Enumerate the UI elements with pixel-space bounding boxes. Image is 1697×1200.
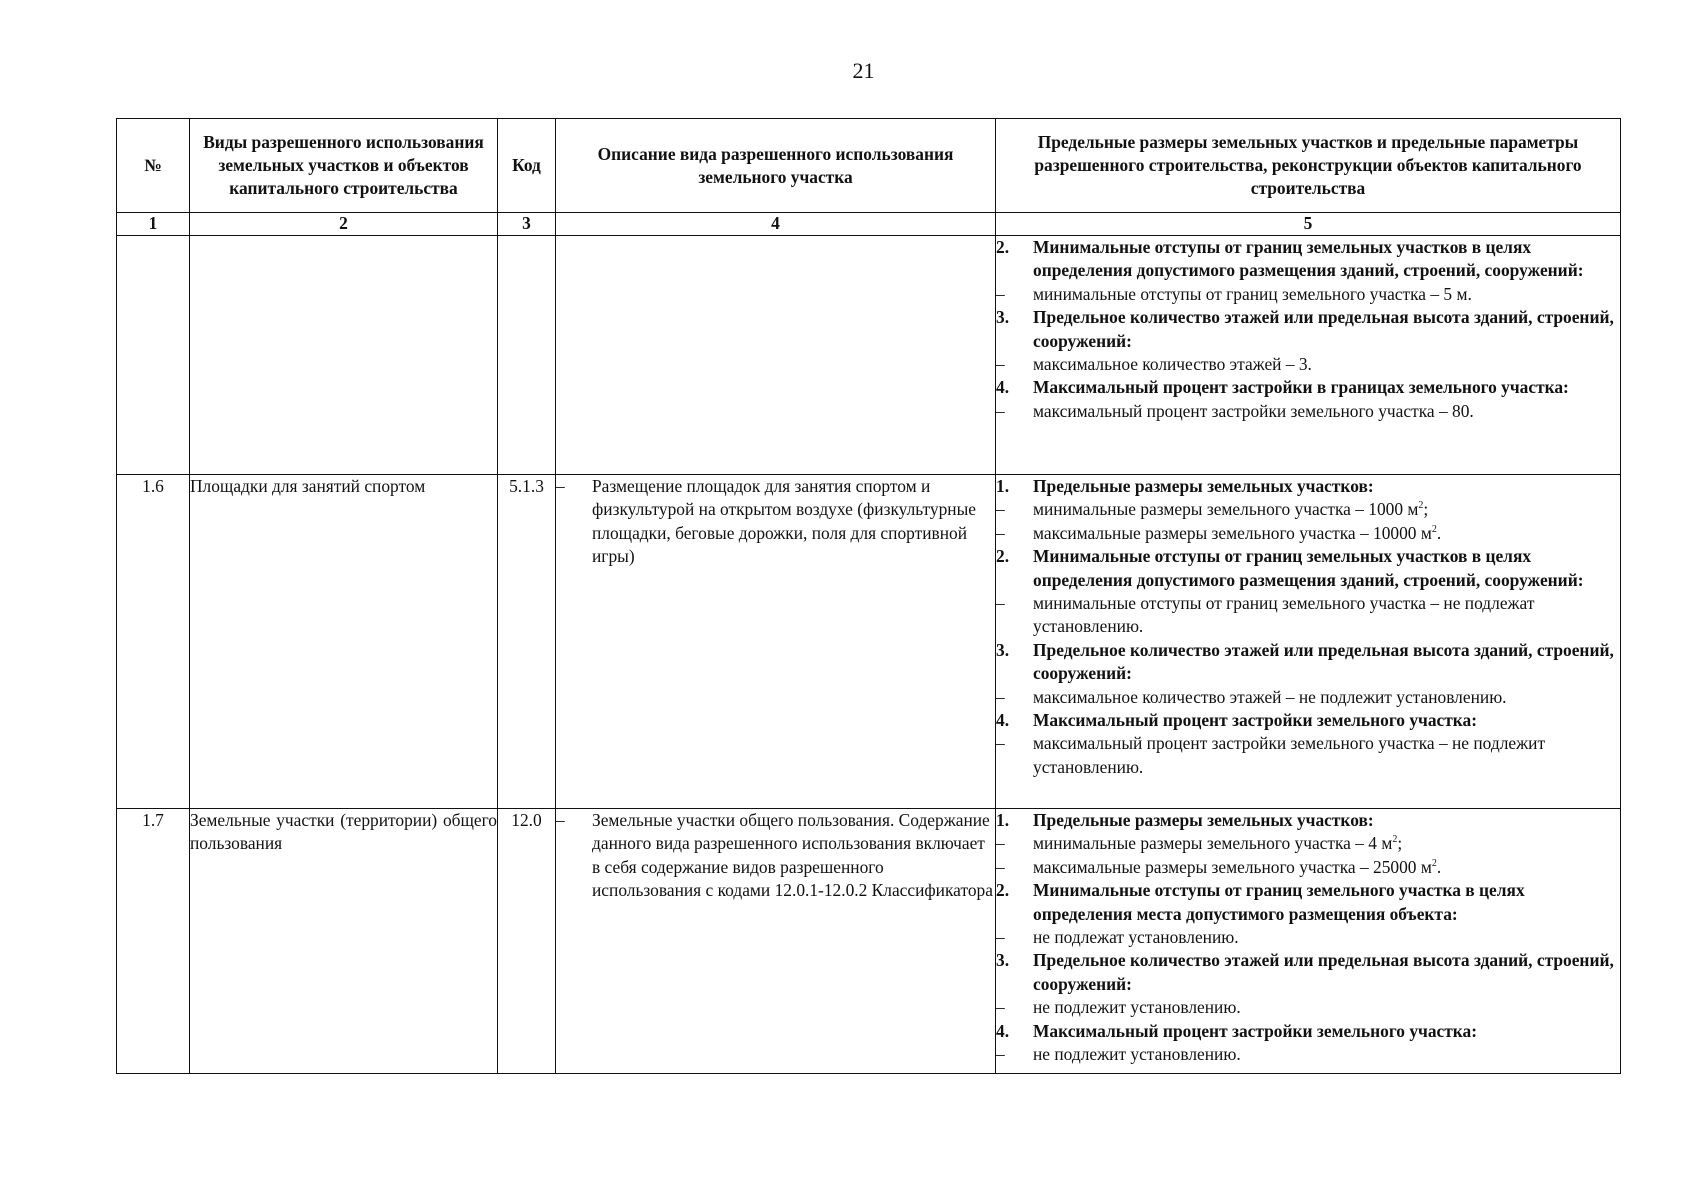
parameter-main-text: максимальный процент застройки земельного участка – не подлежит установлению. bbox=[1033, 733, 1546, 777]
parameter-text bbox=[1033, 376, 1620, 399]
parameter-punctuation: . bbox=[1436, 856, 1442, 877]
parameter-text bbox=[1033, 686, 1620, 709]
item-number: 3. bbox=[996, 307, 1010, 328]
parameter-heading bbox=[996, 236, 1620, 283]
item-number: 4. bbox=[996, 1020, 1010, 1041]
parameter-punctuation: . bbox=[1436, 522, 1442, 543]
use-code bbox=[498, 236, 556, 475]
parameter-main-text: минимальные отступы от границ земельного участка – 5 м. bbox=[1033, 283, 1472, 304]
parameter-main-text: не подлежит установлению. bbox=[1033, 1044, 1241, 1065]
dash-marker: – bbox=[996, 1044, 1005, 1065]
parameter-value bbox=[996, 498, 1620, 521]
parameter-main-text: Предельные размеры земельных участков: bbox=[1033, 476, 1374, 496]
parameter-text bbox=[1033, 283, 1620, 306]
parameter-text bbox=[1033, 949, 1620, 996]
parameter-text bbox=[1033, 475, 1620, 498]
parameters-cell bbox=[996, 809, 1621, 1074]
parameter-main-text: Минимальные отступы от границ земельного участка в целях определения места допустимого размещения объекта: bbox=[1033, 880, 1525, 924]
parameter-main-text: максимальный процент застройки земельного участка – 80. bbox=[1033, 400, 1474, 421]
use-type-name bbox=[190, 236, 498, 475]
item-number: 1. bbox=[996, 810, 1010, 830]
dash-marker: – bbox=[996, 522, 1005, 543]
parameter-heading bbox=[996, 545, 1620, 592]
square-superscript: 2 bbox=[1431, 524, 1437, 536]
parameter-value bbox=[996, 856, 1620, 879]
parameter-main-text: не подлежит установлению. bbox=[1033, 997, 1241, 1018]
item-number: 3. bbox=[996, 950, 1010, 971]
parameter-text bbox=[1033, 856, 1620, 879]
description-text: Земельные участки общего пользования. Содержание данного вида разрешенного использования включает в себя содержание видов разрешенного использования с кодами 12.0.1-12.0.2 Классификатора bbox=[592, 810, 993, 901]
parameter-text bbox=[1033, 1043, 1620, 1066]
use-code: 12.0 bbox=[498, 809, 556, 1074]
use-description bbox=[556, 809, 996, 1074]
land-use-table bbox=[116, 118, 1621, 1074]
parameter-text bbox=[1033, 832, 1620, 855]
dash-marker: – bbox=[996, 733, 1005, 754]
parameter-main-text: минимальные размеры земельного участка – 4 м bbox=[1033, 833, 1393, 854]
column-number: 4 bbox=[556, 213, 996, 236]
parameter-main-text: Максимальный процент застройки земельного участка: bbox=[1033, 1020, 1478, 1041]
parameter-heading bbox=[996, 949, 1620, 996]
header-use-type: Виды разрешенного использования земельных участков и объектов капитального строительства bbox=[190, 119, 498, 213]
row-number bbox=[117, 236, 190, 475]
parameter-value bbox=[996, 832, 1620, 855]
parameter-value bbox=[996, 732, 1620, 779]
square-superscript: 2 bbox=[1418, 500, 1424, 512]
parameter-main-text: минимальные отступы от границ земельного участка – не подлежат установлению. bbox=[1033, 593, 1535, 637]
header-parameters: Предельные размеры земельных участков и предельные параметры разрешенного строительства, реконструкции объектов капитального строительства bbox=[996, 119, 1621, 213]
parameter-heading bbox=[996, 809, 1620, 832]
dash-marker: – bbox=[996, 400, 1005, 421]
use-code: 5.1.3 bbox=[498, 475, 556, 809]
parameter-text bbox=[1033, 926, 1620, 949]
parameter-text bbox=[1033, 996, 1620, 1019]
item-number: 4. bbox=[996, 377, 1010, 398]
item-number: 3. bbox=[996, 639, 1010, 660]
parameter-main-text: минимальные размеры земельного участка – 1000 м bbox=[1033, 499, 1419, 520]
column-number-row bbox=[117, 213, 1621, 236]
table-row bbox=[117, 475, 1621, 809]
parameter-heading bbox=[996, 639, 1620, 686]
dash-marker: – bbox=[996, 499, 1005, 520]
use-description bbox=[556, 236, 996, 475]
parameter-text bbox=[1033, 545, 1620, 592]
parameter-main-text: Предельные размеры земельных участков: bbox=[1033, 810, 1374, 830]
use-type-name: Земельные участки (территории) общего пользования bbox=[190, 809, 498, 1074]
parameter-text bbox=[1033, 639, 1620, 686]
parameter-main-text: Предельное количество этажей или предельная высота зданий, строений, сооружений: bbox=[1033, 950, 1614, 994]
parameter-value bbox=[996, 1043, 1620, 1066]
dash-marker: – bbox=[996, 593, 1005, 614]
dash-marker: – bbox=[556, 476, 565, 496]
row-number: 1.7 bbox=[117, 809, 190, 1074]
parameter-value bbox=[996, 592, 1620, 639]
parameter-punctuation: ; bbox=[1423, 499, 1429, 520]
parameter-main-text: максимальные размеры земельного участка – 25000 м bbox=[1033, 856, 1432, 877]
square-superscript: 2 bbox=[1431, 858, 1437, 870]
use-description bbox=[556, 475, 996, 809]
parameter-text bbox=[1033, 709, 1620, 732]
parameter-text bbox=[1033, 809, 1620, 832]
column-number: 1 bbox=[117, 213, 190, 236]
item-number: 2. bbox=[996, 880, 1010, 901]
parameter-heading bbox=[996, 879, 1620, 926]
parameter-text bbox=[1033, 400, 1620, 423]
dash-marker: – bbox=[996, 997, 1005, 1018]
parameter-main-text: максимальные размеры земельного участка – 10000 м bbox=[1033, 522, 1432, 543]
dash-marker: – bbox=[996, 354, 1005, 375]
parameter-heading bbox=[996, 709, 1620, 732]
column-number: 3 bbox=[498, 213, 556, 236]
dash-marker: – bbox=[996, 686, 1005, 707]
parameter-main-text: Максимальный процент застройки в границах земельного участка: bbox=[1033, 377, 1569, 398]
parameter-text bbox=[1033, 353, 1620, 376]
table-row bbox=[117, 809, 1621, 1074]
parameter-heading bbox=[996, 1020, 1620, 1043]
page-number: 21 bbox=[852, 58, 875, 83]
parameter-main-text: Минимальные отступы от границ земельных участков в целях определения допустимого размещения зданий, строений, сооружений: bbox=[1033, 546, 1584, 590]
dash-marker: – bbox=[556, 810, 565, 830]
dash-marker: – bbox=[996, 856, 1005, 877]
parameter-text bbox=[1033, 522, 1620, 545]
parameter-main-text: не подлежат установлению. bbox=[1033, 927, 1239, 948]
use-type-name: Площадки для занятий спортом bbox=[190, 475, 498, 809]
description-item bbox=[556, 475, 995, 569]
parameter-main-text: Предельное количество этажей или предельная высота зданий, строений, сооружений: bbox=[1033, 307, 1614, 351]
parameter-text bbox=[1033, 879, 1620, 926]
table-body bbox=[117, 236, 1621, 1074]
dash-marker: – bbox=[996, 927, 1005, 948]
item-number: 2. bbox=[996, 546, 1010, 567]
square-superscript: 2 bbox=[1392, 834, 1398, 846]
parameter-heading bbox=[996, 306, 1620, 353]
parameter-main-text: Максимальный процент застройки земельного участка: bbox=[1033, 710, 1478, 731]
parameter-heading bbox=[996, 376, 1620, 399]
parameter-value bbox=[996, 353, 1620, 376]
parameters-cell bbox=[996, 475, 1621, 809]
parameter-value bbox=[996, 522, 1620, 545]
parameter-text bbox=[1033, 498, 1620, 521]
parameter-value bbox=[996, 996, 1620, 1019]
item-number: 2. bbox=[996, 237, 1010, 257]
parameter-value bbox=[996, 400, 1620, 423]
item-number: 4. bbox=[996, 710, 1010, 731]
parameter-text bbox=[1033, 236, 1620, 283]
parameter-main-text: Минимальные отступы от границ земельных участков в целях определения допустимого размещения зданий, строений, сооружений: bbox=[1033, 237, 1584, 281]
parameter-text bbox=[1033, 1020, 1620, 1043]
description-item bbox=[556, 809, 995, 903]
parameter-value bbox=[996, 283, 1620, 306]
parameter-punctuation: ; bbox=[1397, 833, 1403, 854]
parameter-text bbox=[1033, 732, 1620, 779]
dash-marker: – bbox=[996, 283, 1005, 304]
table-row bbox=[117, 236, 1621, 475]
parameter-heading bbox=[996, 475, 1620, 498]
header-num: № bbox=[117, 119, 190, 213]
header-row bbox=[117, 119, 1621, 213]
parameter-main-text: максимальное количество этажей – не подлежит установлению. bbox=[1033, 686, 1507, 707]
item-number: 1. bbox=[996, 476, 1010, 496]
parameter-value bbox=[996, 926, 1620, 949]
header-description: Описание вида разрешенного использования земельного участка bbox=[556, 119, 996, 213]
column-number: 5 bbox=[996, 213, 1621, 236]
header-code: Код bbox=[498, 119, 556, 213]
parameters-cell bbox=[996, 236, 1621, 475]
dash-marker: – bbox=[996, 833, 1005, 854]
parameter-text bbox=[1033, 306, 1620, 353]
column-number: 2 bbox=[190, 213, 498, 236]
parameter-text bbox=[1033, 592, 1620, 639]
parameter-main-text: максимальное количество этажей – 3. bbox=[1033, 354, 1312, 375]
parameter-main-text: Предельное количество этажей или предельная высота зданий, строений, сооружений: bbox=[1033, 639, 1614, 684]
description-text: Размещение площадок для занятия спортом и физкультурой на открытом воздухе (физкультурные площадки, беговые дорожки, поля для спортивной игры) bbox=[592, 476, 976, 567]
row-number: 1.6 bbox=[117, 475, 190, 809]
parameter-value bbox=[996, 686, 1620, 709]
